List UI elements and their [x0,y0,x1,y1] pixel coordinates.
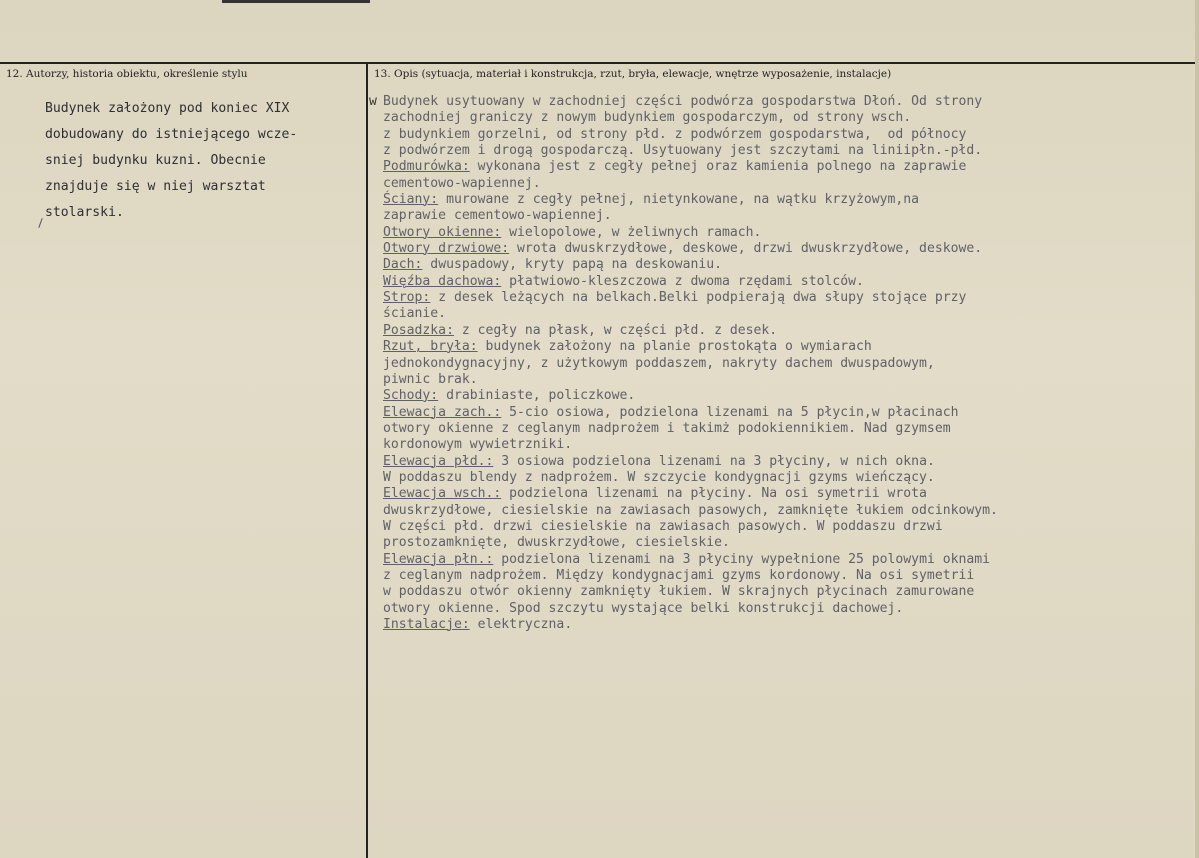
line-body: z cegły na płask, w części płd. z desek. [453,322,778,338]
line-body: dwuskrzydłowe, ciesielskie na zawiasach pasowych, zamknięte łukiem odcinkowym. [383,502,998,518]
card-edge [1195,0,1199,858]
header-rule [0,62,1199,64]
line-body: W części płd. drzwi ciesielskie na zawiasach pasowych. W poddaszu drzwi [383,518,943,534]
text-line [383,323,998,339]
column-divider [366,63,368,858]
section-heading: Posadzka: [383,322,454,338]
text-line [383,535,998,551]
text-line [383,306,998,322]
section-heading: Elewacja zach.: [383,404,502,420]
text-line [383,601,998,617]
line-body: dwuspadowy, kryty papą na deskowaniu. [422,257,722,273]
line-body: jednokondygnacyjny, z użytkowym poddaszem, nakryty dachem dwuspadowym, [383,355,935,371]
section-heading: Strop: [383,290,431,306]
line-body: wrota dwuskrzydłowe, deskowe, drzwi dwuskrzydłowe, deskowe. [509,241,983,257]
line-body: elektryczna. [469,617,573,632]
line-body: 3 osiowa podzielona lizenami na 3 płyciny, w nich okna. [493,453,935,469]
line-body: płatwiowo-kleszczowa z dwoma rzędami stolców. [501,273,864,289]
line-body: z desek leżących na belkach.Belki podpierają dwa słupy stojące przy [430,290,967,306]
text-line: znajduje się w niej warsztat [45,179,266,194]
line-body: murowane z cegły pełnej, nietynkowane, na wątku krzyżowym,na [438,192,920,208]
line-body: drabiniaste, policzkowe. [438,388,636,404]
section-12-header: 12. Autorzy, historia obiektu, określenie stylu [6,68,248,80]
line-body: z podwórzem i drogą gospodarczą. Usytuowany jest szczytami na liniipłn.-płd. [383,143,983,159]
section-heading: Instalacje: [383,617,470,632]
text-line [383,257,998,273]
line-body: otwory okienne. Spod szczytu wystające belki konstrukcji dachowej. [383,600,904,616]
text-line [383,225,998,241]
description-text [383,94,998,633]
authors-history-text [45,96,297,226]
line-body: wielopolowe, w żeliwnych ramach. [501,224,762,240]
line-body: cementowo-wapiennej. [383,175,541,191]
text-line [383,421,998,437]
text-line: Budynek założony pod koniec XIX [45,101,290,116]
line-body: wykonana jest z cegły pełnej oraz kamienia polnego na zaprawie [469,159,967,175]
text-line [383,503,998,519]
text-line [383,159,998,175]
line-body: w poddaszu otwór okienny zamknięty łukiem. W skrajnych płycinach zamurowane [383,584,975,600]
text-line [383,110,998,126]
line-body: prostozamknięte, dwuskrzydłowe, ciesielskie. [383,535,730,551]
section-heading: Elewacja wsch.: [383,486,502,502]
line-body: kordonowym wywietrzniki. [383,437,573,453]
line-body: z ceglanym nadprożem. Między kondygnacjami gzyms kordonowy. Na osi symetrii [383,567,975,583]
text-line [383,405,998,421]
line-body: podzielona lizenami na płyciny. Na osi symetrii wrota [501,486,927,502]
section-heading: Elewacja płd.: [383,453,494,469]
text-line [383,274,998,290]
text-line [383,356,998,372]
text-line [383,584,998,600]
line-body: piwnic brak. [383,371,478,387]
line-body: budynek założony na planie prostokąta o wymiarach [477,339,872,355]
line-body: zachodniej graniczy z nowym budynkiem gospodarczym, od strony wsch. [383,110,912,126]
section-heading: Ściany: [383,192,439,208]
line-body: podzielona lizenami na 3 płyciny wypełnione 25 polowymi oknami [493,551,991,567]
line-body: Budynek usytuowany w zachodniej części podwórza gospodarstwa Dłoń. Od strony [383,94,983,109]
text-line [383,568,998,584]
section-heading: Otwory drzwiowe: [383,241,510,257]
section-heading: Dach: [383,257,423,273]
section-heading: Schody: [383,388,439,404]
section-heading: Rzut, bryła: [383,339,478,355]
text-line [383,208,998,224]
section-heading: Otwory okienne: [383,224,502,240]
text-line [383,372,998,388]
line-body: W poddaszu blendy z nadprożem. W szczycie kondygnacji gzyms wieńczący. [383,469,935,485]
text-line [383,192,998,208]
text-line [383,454,998,470]
section-13-header: 13. Opis (sytuacja, materiał i konstrukcja, rzut, bryła, elewacje, wnętrze wyposażenie, instalacje) [374,68,892,80]
section-heading: Więźba dachowa: [383,273,502,289]
line-body: 5-cio osiowa, podzielona lizenami na 5 płycin,w płacinach [501,404,959,420]
text-line [383,127,998,143]
section-heading: Elewacja płn.: [383,551,494,567]
text-line: stolarski. [45,205,124,220]
line-body: otwory okienne z ceglanym nadprożem i takimż podokiennikiem. Nad gzymsem [383,420,951,436]
top-edge-rule [222,0,370,3]
text-line: sniej budynku kuzni. Obecnie [45,153,266,168]
pencil-mark [38,218,42,228]
text-line [383,486,998,502]
text-line: dobudowany do istniejącego wcze- [45,127,298,142]
section-heading: Podmurówka: [383,159,470,175]
text-line [383,143,998,159]
text-line [383,176,998,192]
text-line [383,241,998,257]
text-line [383,339,998,355]
line-body: z budynkiem gorzelni, od strony płd. z podwórzem gospodarstwa, od północy [383,126,967,142]
line-body: ścianie. [383,306,447,322]
text-line [383,552,998,568]
margin-marker: w [369,94,377,109]
text-line [383,617,998,633]
text-line [383,470,998,486]
text-line [383,519,998,535]
text-line [383,437,998,453]
text-line [383,388,998,404]
text-line [383,290,998,306]
line-body: zaprawie cementowo-wapiennej. [383,208,612,224]
text-line [383,94,998,110]
